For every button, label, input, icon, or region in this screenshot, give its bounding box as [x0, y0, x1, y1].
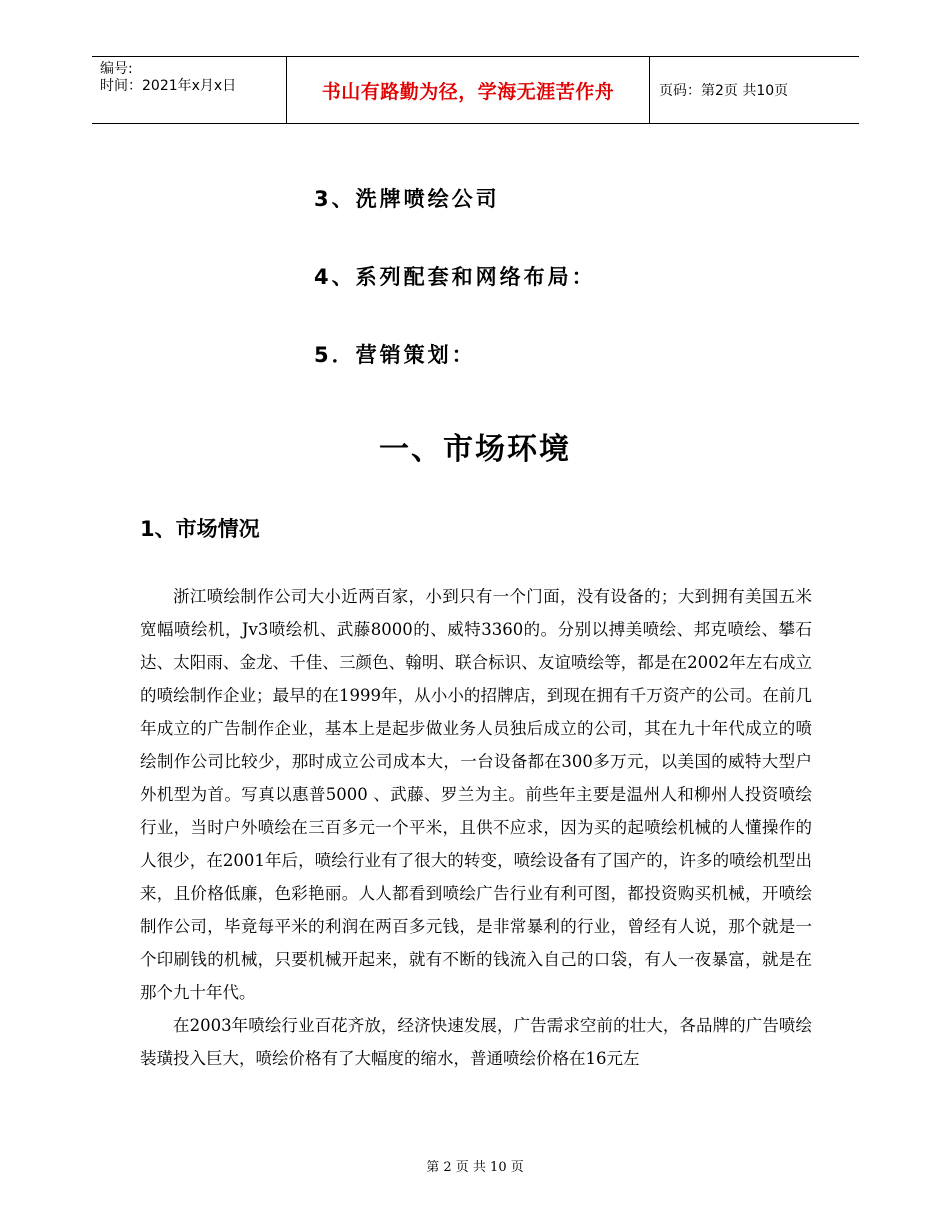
page-footer: 第 2 页 共 10 页: [426, 1160, 524, 1175]
list-item-4: 4、系列配套和网络布局：: [314, 265, 596, 289]
header-number-label: 编号:: [100, 61, 133, 77]
page-header: [92, 56, 859, 124]
header-page-info: 页码：第2页 共10页: [659, 83, 789, 99]
list-item-3: 3、洗牌喷绘公司: [314, 187, 500, 211]
sub-title: 1、市场情况: [140, 517, 260, 541]
section-title: 一、市场环境: [379, 432, 571, 467]
list-item-5: 5．营销策划：: [314, 343, 476, 367]
header-divider-right: [649, 57, 650, 123]
paragraph-2: 在2003年喷绘行业百花齐放，经济快速发展，广告需求空前的壮大，各品牌的广告喷绘装璜投入巨大，喷绘价格有了大幅度的缩水，普通喷绘价格在16元左: [140, 1016, 812, 1068]
header-motto: 书山有路勤为径，学海无涯苦作舟: [321, 80, 615, 103]
body-text: [140, 580, 812, 1075]
header-time-label: 时间：2021年x月x日: [100, 78, 237, 94]
header-meta: [100, 61, 286, 95]
paragraph-1: 浙江喷绘制作公司大小近两百家，小到只有一个门面，没有设备的；大到拥有美国五米宽幅喷绘机，Jv3喷绘机、武藤8000的、威特3360的。分别以搏美喷绘、邦克喷绘、攀石达、太阳雨、金龙、千佳、三颜色、翰明、联合标识、友谊喷绘等，都是在2002年左右成立的喷绘制作企业；最早的在1999年，从小小的招牌店，到现在拥有千万资产的公司。在前几年成立的广告制作企业，基本上是起步做业务人员独后成立的公司，其在九十年代成立的喷绘制作公司比较少，那时成立公司成本大，一台设备都在300多万元，以美国的威特大型户外机型为首。写真以惠普5000 、武藤、罗兰为主。前些年主要是温州人和柳州人投资喷绘行业，当时户外喷绘在三百多元一个平米，且供不应求，因为买的起喷绘机械的人懂操作的人很少，在2001年后，喷绘行业有了很大的转变，喷绘设备有了国产的，许多的喷绘机型出来，且价格低廉，色彩艳丽。人人都看到喷绘广告行业有利可图，都投资购买机械，开喷绘制作公司，毕竟每平米的利润在两百多元钱，是非常暴利的行业，曾经有人说，那个就是一个印刷钱的机械，只要机械开起来，就有不断的钱流入自己的口袋，有人一夜暴富，就是在那个九十年代。: [140, 587, 812, 1002]
